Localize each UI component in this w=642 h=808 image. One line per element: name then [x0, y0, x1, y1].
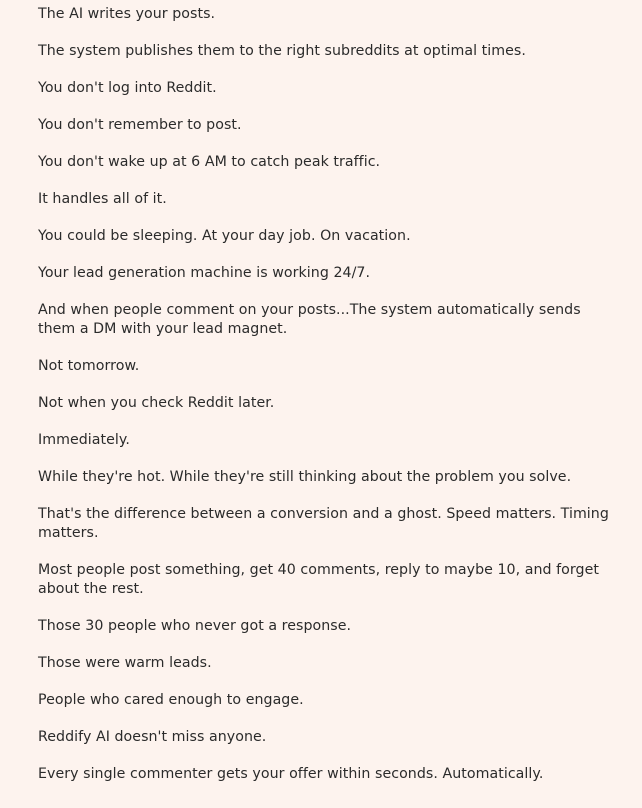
paragraph: That's the difference between a conversion and a ghost. Speed matters. Timing matters.	[38, 506, 609, 541]
paragraph: Not tomorrow.	[38, 358, 140, 374]
paragraph: Those were warm leads.	[38, 655, 212, 671]
paragraph: Your lead generation machine is working 24/7.	[38, 265, 371, 281]
paragraph: You could be sleeping. At your day job. On vacation.	[38, 228, 411, 244]
paragraph: Reddify AI doesn't miss anyone.	[38, 729, 267, 745]
paragraph: You don't log into Reddit.	[38, 80, 217, 96]
paragraph: Not when you check Reddit later.	[38, 395, 275, 411]
paragraph: It handles all of it.	[38, 191, 167, 207]
paragraph: Every single commenter gets your offer within seconds. Automatically.	[38, 766, 544, 782]
paragraph: Most people post something, get 40 comments, reply to maybe 10, and forget about the rest.	[38, 562, 599, 597]
paragraph: You don't wake up at 6 AM to catch peak traffic.	[38, 154, 381, 170]
paragraph: You don't remember to post.	[38, 117, 242, 133]
paragraph: The system publishes them to the right subreddits at optimal times.	[38, 43, 526, 59]
paragraph: And when people comment on your posts...The system automatically sends them a DM with your lead magnet.	[38, 302, 581, 337]
paragraph: Immediately.	[38, 432, 130, 448]
paragraph: The AI writes your posts.	[38, 6, 216, 22]
paragraph: While they're hot. While they're still thinking about the problem you solve.	[38, 469, 572, 485]
paragraph: People who cared enough to engage.	[38, 692, 304, 708]
paragraph: Those 30 people who never got a response.	[38, 618, 352, 634]
